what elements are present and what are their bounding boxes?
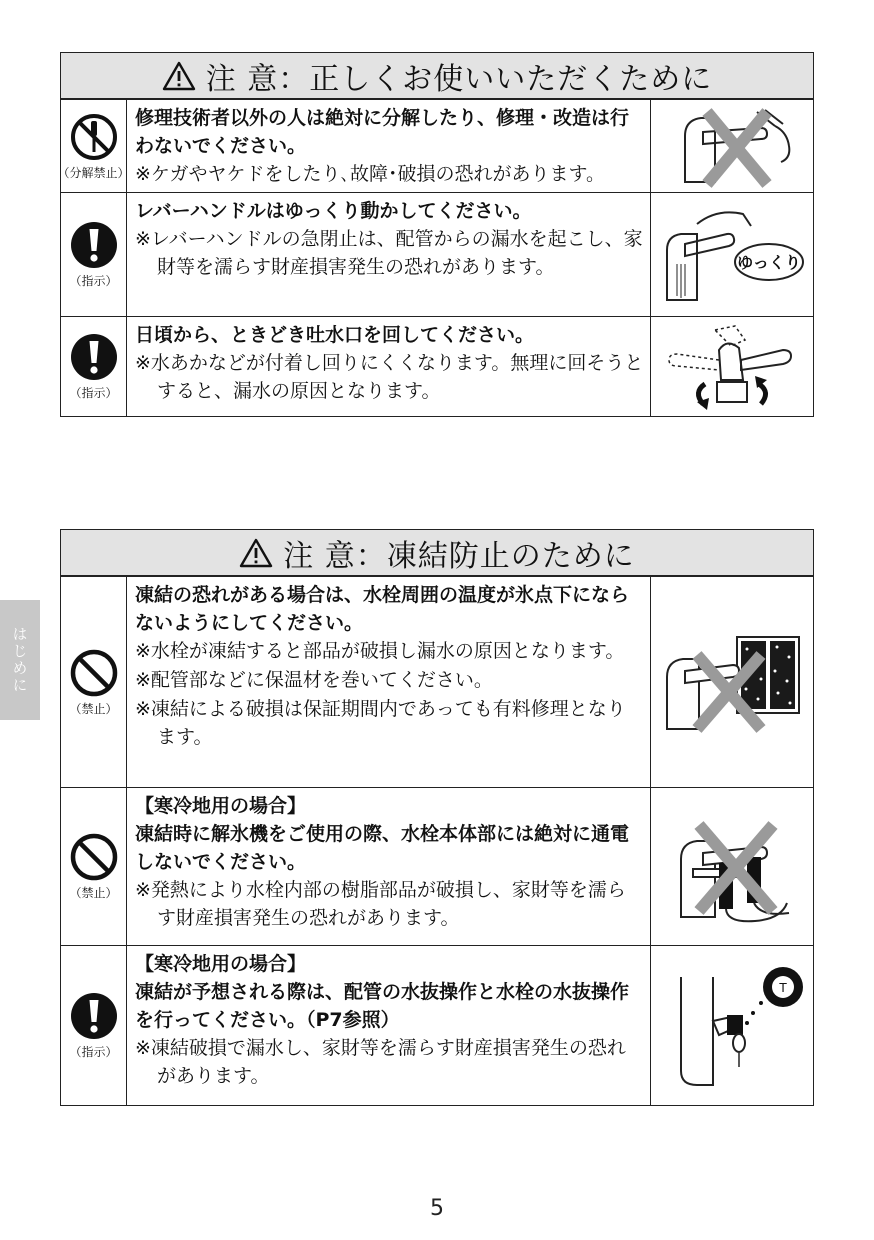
caution-heading: レバーハンドルはゆっくり動かしてください。 xyxy=(135,200,532,222)
caution-note: ※発熱により水栓内部の樹脂部品が破損し、家財等を濡らす財産損害発生の恐れがあります。 xyxy=(135,879,626,929)
icon-caption: （分解禁止） xyxy=(57,165,130,180)
mandatory-instruction-icon xyxy=(69,220,119,270)
faucet-wrench-illustration xyxy=(657,102,807,190)
faucet-thawing-prohibited-illustration xyxy=(657,807,807,927)
caution-heading: 日頃から、ときどき吐水口を回してください。 xyxy=(135,324,535,346)
caution-row xyxy=(61,316,813,416)
panel-title xyxy=(61,530,813,576)
prohibited-icon xyxy=(69,648,119,698)
faucet-lever-slowly-illustration xyxy=(657,200,807,310)
panel-title-text: 注 意：凍結防止のために xyxy=(283,538,635,574)
caution-note: ※凍結破損で漏水し、家財等を濡らす財産損害発生の恐れがあります。 xyxy=(135,1037,626,1087)
caution-row xyxy=(57,99,813,192)
caution-panel-freeze-prevention xyxy=(60,529,814,1106)
caution-row xyxy=(61,192,813,316)
caution-heading: 凍結が予想される際は、配管の水抜操作と水栓の水抜操作を行ってください。（P7参照） xyxy=(135,981,630,1031)
caution-note: ※水あかなどが付着し回りにくくなります。無理に回そうとすると、漏水の原因となります。 xyxy=(135,352,644,402)
prohibited-icon xyxy=(69,832,119,882)
drain-valve-illustration xyxy=(657,961,807,1091)
caution-subheading: 【寒冷地用の場合】 xyxy=(135,795,307,817)
caution-note: ※凍結による破損は保証期間内であっても有料修理となります。 xyxy=(135,698,626,748)
icon-caption: （指示） xyxy=(69,274,118,288)
mandatory-instruction-icon xyxy=(69,332,119,382)
no-disassembly-icon xyxy=(69,112,119,162)
panel-title-text: 注 意：正しくお使いいただくために xyxy=(205,61,713,97)
caution-heading: 凍結時に解氷機をご使用の際、水栓本体部には絶対に通電しないでください。 xyxy=(135,823,630,873)
icon-caption: （指示） xyxy=(69,386,118,400)
icon-caption: （指示） xyxy=(69,1045,118,1059)
caution-row xyxy=(61,945,813,1105)
caution-row xyxy=(61,787,813,945)
section-side-tab xyxy=(0,600,40,720)
caution-heading: 凍結の恐れがある場合は、水栓周囲の温度が氷点下にならないようにしてください。 xyxy=(135,584,630,634)
caution-heading: 修理技術者以外の人は絶対に分解したり、修理・改造は行わないでください。 xyxy=(135,107,630,157)
caution-note: ※配管部などに保温材を巻いてください。 xyxy=(135,669,493,691)
faucet-snow-window-illustration xyxy=(657,627,807,737)
caution-note: ※レバーハンドルの急閉止は、配管からの漏水を起こし、家財等を濡らす財産損害発生の恐れがあります。 xyxy=(135,228,643,278)
svg-text:T: T xyxy=(779,980,787,995)
icon-caption: （禁止） xyxy=(69,701,118,716)
warning-triangle-icon xyxy=(162,61,196,91)
side-tab-label: はじめに xyxy=(10,626,29,694)
caution-subheading: 【寒冷地用の場合】 xyxy=(135,953,307,975)
page-number: 5 xyxy=(430,1196,444,1221)
rotate-spout-illustration xyxy=(657,320,807,414)
panel-title xyxy=(61,53,813,99)
mandatory-instruction-icon xyxy=(69,991,119,1041)
icon-caption: （禁止） xyxy=(69,886,118,900)
caution-note: ※水栓が凍結すると部品が破損し漏水の原因となります。 xyxy=(135,640,625,662)
warning-triangle-icon xyxy=(239,538,273,568)
caution-row xyxy=(61,576,813,787)
caution-panel-proper-use xyxy=(57,52,814,417)
illustration-label: ゆっくり xyxy=(737,252,801,272)
caution-note: ※ケガやヤケドをしたり､故障･破損の恐れがあります。 xyxy=(135,163,606,185)
